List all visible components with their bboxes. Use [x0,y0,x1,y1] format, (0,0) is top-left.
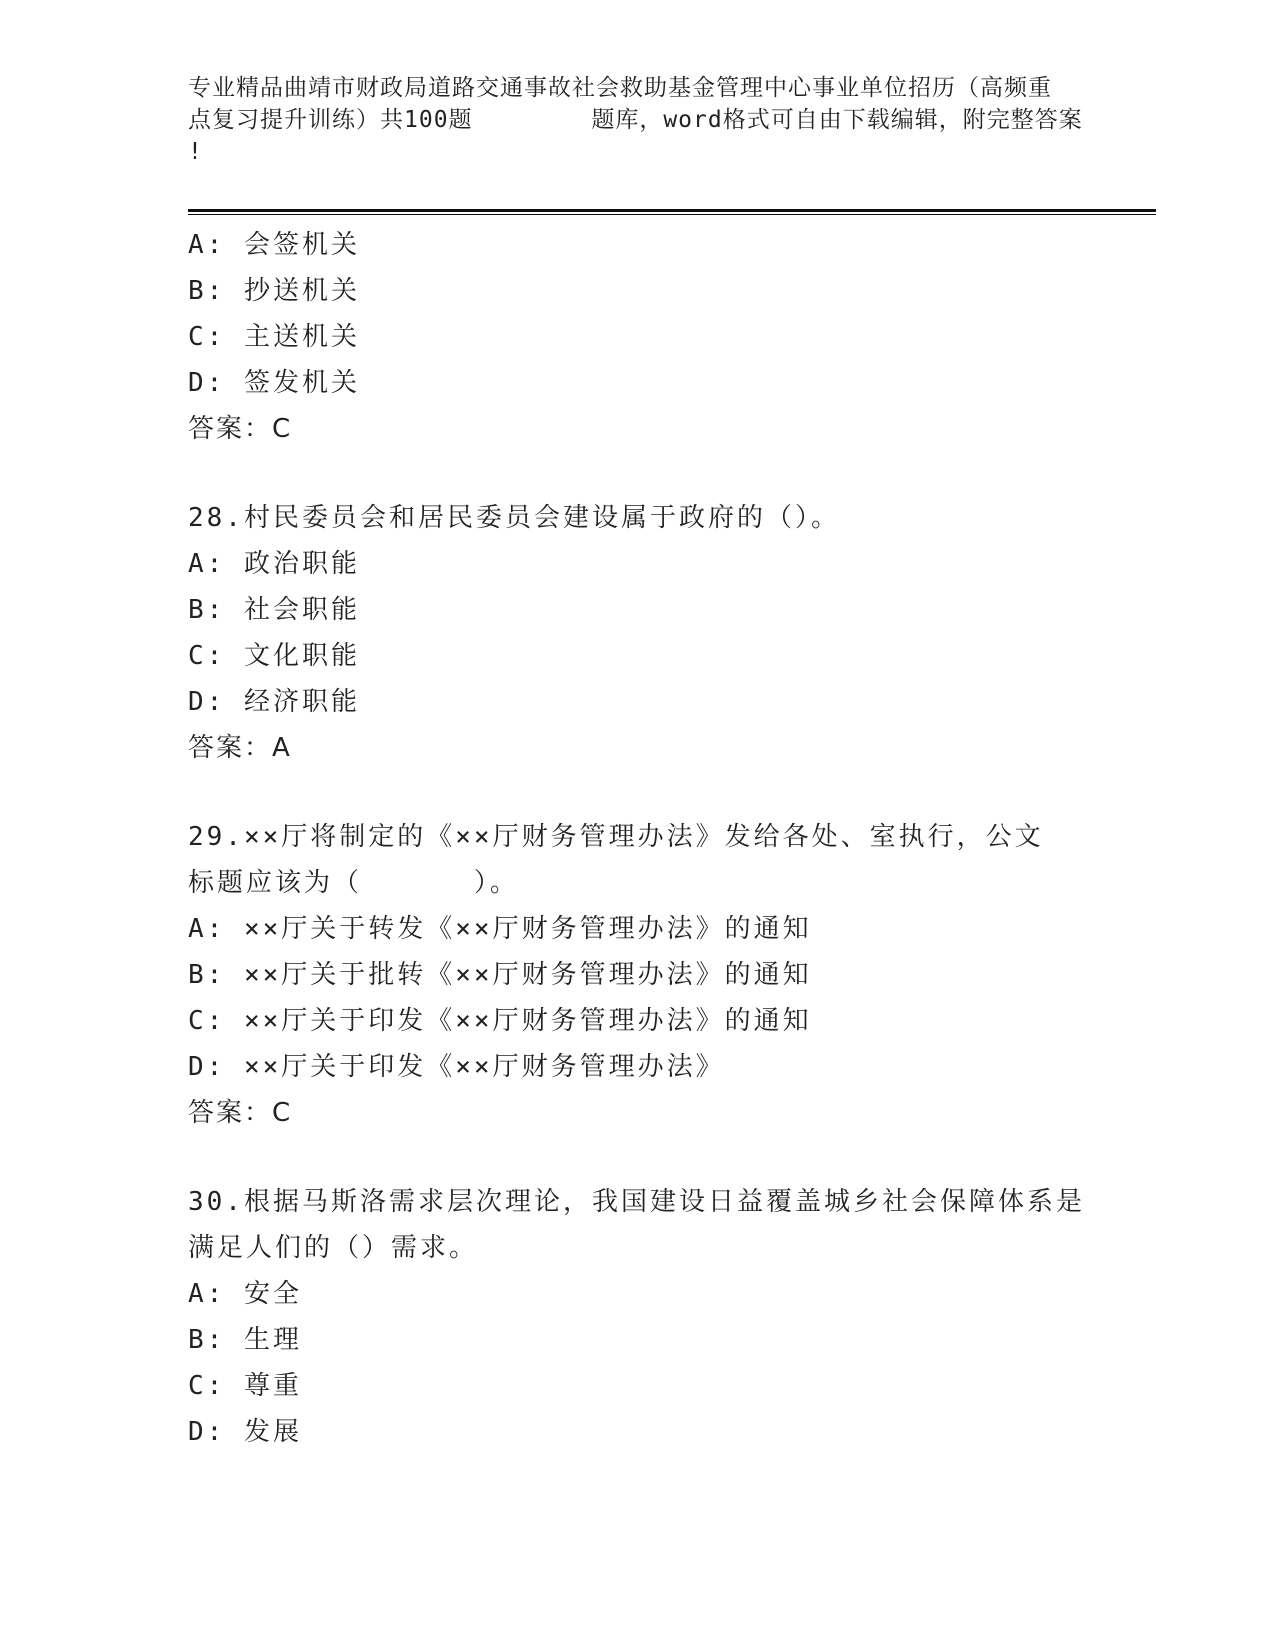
question-28-block [188,495,1088,771]
header-rule-thick [188,209,1156,212]
option-a: A: 安全 [188,1279,302,1309]
question-30-block [188,1179,1088,1455]
question-29-block [188,814,1088,1136]
document-body [188,222,1088,1455]
option-d: D: 经济职能 [188,687,360,717]
option-c: C: 文化职能 [188,641,360,671]
header-line-3: ! [188,139,203,165]
answer-text: 答案：C [188,414,293,444]
header-line-2: 点复习提升训练）共100题 题库，word格式可自由下载编辑，附完整答案 [188,107,1083,133]
document-header [188,72,1088,168]
question-stem-line-2: 满足人们的（）需求。 [188,1233,479,1263]
option-a: A: ××厅关于转发《××厅财务管理办法》的通知 [188,914,812,944]
answer-text: 答案：C [188,1098,293,1128]
question-stem: 28.村民委员会和居民委员会建设属于政府的（）。 [188,503,840,533]
answer-text: 答案：A [188,733,292,763]
header-line-1: 专业精品曲靖市财政局道路交通事故社会救助基金管理中心事业单位招历（高频重 [188,75,1052,101]
question-stem-line-2: 标题应该为（ ）。 [188,868,519,898]
option-d: D: 签发机关 [188,368,360,398]
option-b: B: 生理 [188,1325,302,1355]
option-d: D: ××厅关于印发《××厅财务管理办法》 [188,1052,725,1082]
option-a: A: 政治职能 [188,549,360,579]
option-b: B: 社会职能 [188,595,360,625]
option-c: C: 尊重 [188,1371,302,1401]
question-stem-line-1: 30.根据马斯洛需求层次理论，我国建设日益覆盖城乡社会保障体系是 [188,1187,1085,1217]
option-c: C: ××厅关于印发《××厅财务管理办法》的通知 [188,1006,812,1036]
question-27-block [188,222,1088,452]
option-d: D: 发展 [188,1417,302,1447]
option-c: C: 主送机关 [188,322,360,352]
option-b: B: 抄送机关 [188,276,360,306]
question-stem-line-1: 29.××厅将制定的《××厅财务管理办法》发给各处、室执行，公文 [188,822,1044,852]
option-a: A: 会签机关 [188,230,360,260]
header-rule-thin [188,214,1156,215]
option-b: B: ××厅关于批转《××厅财务管理办法》的通知 [188,960,812,990]
